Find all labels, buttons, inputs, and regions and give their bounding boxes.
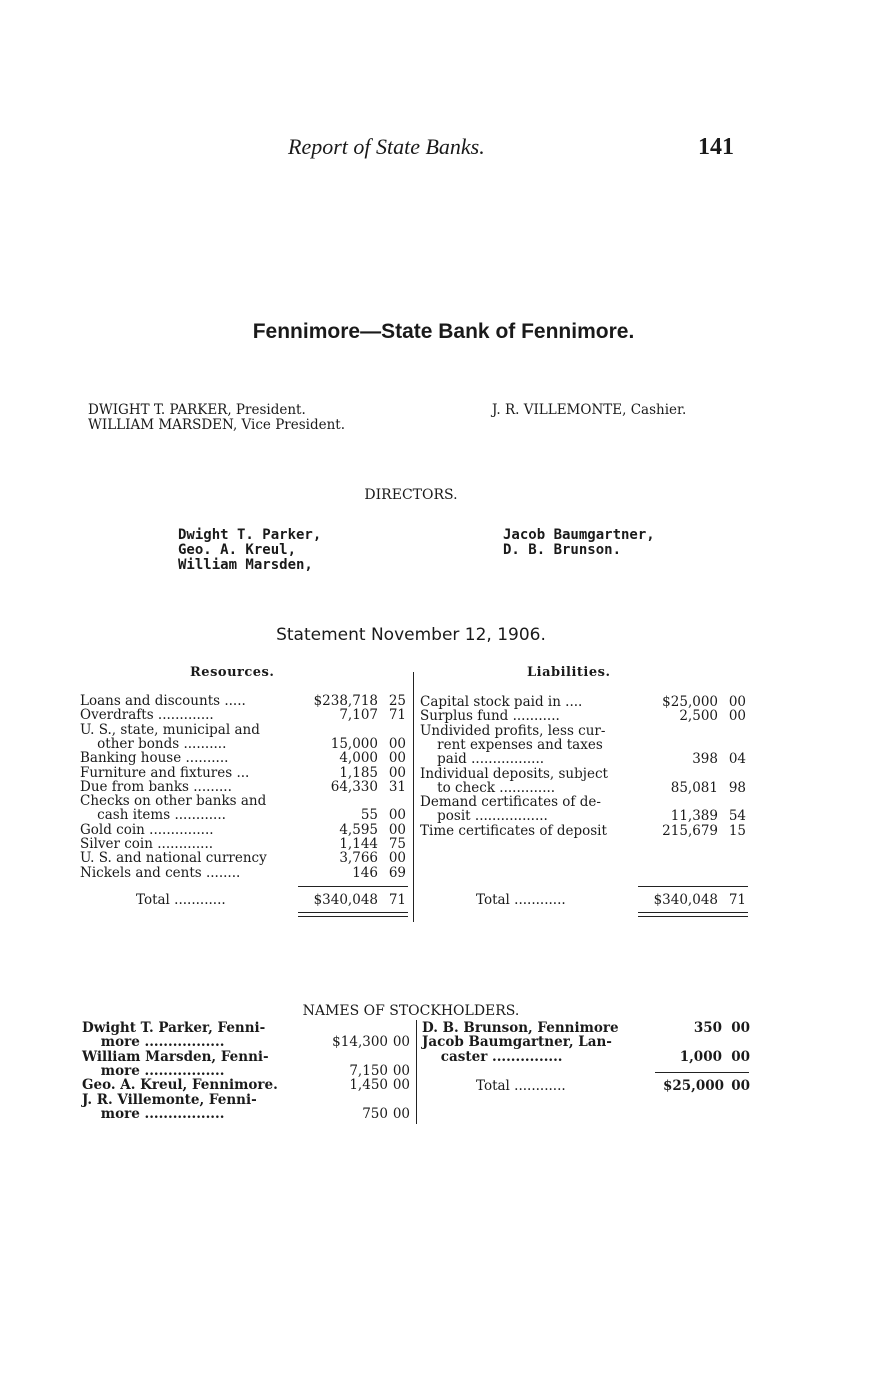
row-dollars: 146 <box>352 864 378 881</box>
director-name: Jacob Baumgartner, <box>503 527 655 543</box>
total-label: Total ............ <box>136 892 226 908</box>
total-label: Total ............ <box>476 892 566 908</box>
officer-vice-president: WILLIAM MARSDEN, Vice President. <box>88 417 346 433</box>
row-label: D. B. Brunson, Fennimore <box>422 1020 619 1036</box>
total-label: Total ............ <box>476 1078 566 1094</box>
row-cents: 00 <box>392 1105 410 1122</box>
total-cents: 71 <box>388 892 406 908</box>
resources-heading: Resources. <box>190 665 275 680</box>
row-label: posit ................. <box>420 808 548 825</box>
row-cents: 00 <box>388 764 406 781</box>
row-dollars: 64,330 <box>330 778 378 795</box>
resources-double-rule-2 <box>298 916 408 917</box>
resources-double-rule-1 <box>298 912 408 913</box>
row-cents: 00 <box>728 694 746 710</box>
total-dollars: $340,048 <box>653 892 718 908</box>
total-cents: 71 <box>728 892 746 908</box>
row-dollars: 750 <box>362 1105 388 1122</box>
row-dollars: 85,081 <box>670 779 718 796</box>
row-label: Banking house .......... <box>80 750 229 767</box>
row-cents: 00 <box>728 708 746 725</box>
row-cents: 00 <box>388 735 406 752</box>
running-head: Report of State Banks. <box>288 134 485 159</box>
row-label: U. S., state, municipal and <box>80 721 260 738</box>
row-label: U. S. and national currency <box>80 850 267 867</box>
row-dollars: 215,679 <box>662 822 718 839</box>
row-cents: 25 <box>388 693 406 709</box>
row-dollars: 7,150 <box>349 1062 388 1079</box>
row-dollars: 1,144 <box>339 836 378 852</box>
row-label: Due from banks ......... <box>80 778 232 795</box>
row-label: Capital stock paid in .... <box>420 694 583 710</box>
row-dollars: 3,766 <box>339 850 378 867</box>
row-label: rent expenses and taxes <box>420 736 603 753</box>
director-name: D. B. Brunson. <box>503 542 622 558</box>
liabilities-heading: Liabilities. <box>527 665 611 680</box>
row-dollars: 398 <box>692 751 718 768</box>
stockholders-heading: NAMES OF STOCKHOLDERS. <box>302 1003 520 1019</box>
row-label: Loans and discounts ..... <box>80 693 246 709</box>
directors-heading: DIRECTORS. <box>364 487 458 503</box>
row-cents: 54 <box>728 808 746 825</box>
row-dollars: 4,000 <box>339 750 378 767</box>
directors-right <box>503 528 655 558</box>
row-label: more ................. <box>82 1062 225 1079</box>
row-cents: 00 <box>392 1034 410 1051</box>
row-label: cash items ............ <box>80 807 226 824</box>
row-cents: 00 <box>392 1062 410 1079</box>
row-cents: 98 <box>728 779 746 796</box>
row-dollars: 15,000 <box>330 735 378 752</box>
liabilities-total-rule <box>638 886 748 887</box>
total-dollars: $340,048 <box>313 892 378 908</box>
row-cents: 15 <box>728 822 746 839</box>
row-label: Individual deposits, subject <box>420 765 608 782</box>
row-label: more ................. <box>82 1034 225 1051</box>
row-label: William Marsden, Fenni- <box>82 1048 269 1065</box>
directors-left <box>178 528 321 573</box>
officer-cashier: J. R. VILLEMONTE, Cashier. <box>492 402 687 418</box>
row-label: Undivided profits, less cur- <box>420 722 606 739</box>
row-cents: 00 <box>731 1020 750 1036</box>
bank-title: Fennimore—State Bank of Fennimore. <box>252 320 635 343</box>
row-label: Jacob Baumgartner, Lan- <box>422 1034 612 1051</box>
row-cents: 69 <box>388 864 406 881</box>
row-dollars: 7,107 <box>339 707 378 724</box>
officers-left <box>88 403 345 433</box>
total-dollars: $25,000 <box>662 1078 724 1094</box>
row-dollars: 4,595 <box>339 821 378 838</box>
statement-title: Statement November 12, 1906. <box>276 625 546 645</box>
page-number: 141 <box>698 134 734 160</box>
row-cents: 00 <box>392 1077 410 1094</box>
row-dollars: 11,389 <box>670 808 718 825</box>
officer-president: DWIGHT T. PARKER, President. <box>88 402 306 418</box>
stockholders-divider <box>416 1020 417 1124</box>
row-dollars: 350 <box>693 1020 722 1036</box>
statement-divider <box>413 672 414 922</box>
row-dollars: 55 <box>360 807 378 824</box>
row-cents: 00 <box>388 750 406 767</box>
officers-right <box>492 403 686 418</box>
row-label: Silver coin ............. <box>80 836 214 852</box>
liabilities-double-rule-1 <box>638 912 748 913</box>
row-label: Geo. A. Kreul, Fennimore. <box>82 1077 278 1094</box>
row-dollars: 1,450 <box>349 1077 388 1094</box>
row-cents: 00 <box>731 1048 750 1065</box>
row-cents: 71 <box>388 707 406 724</box>
row-label: to check ............. <box>420 779 556 796</box>
row-cents: 31 <box>388 778 406 795</box>
row-cents: 00 <box>388 850 406 867</box>
row-cents: 04 <box>728 751 746 768</box>
row-label: Time certificates of deposit <box>420 822 607 839</box>
row-dollars: $14,300 <box>332 1034 388 1051</box>
director-name: William Marsden, <box>178 557 313 573</box>
row-label: Dwight T. Parker, Fenni- <box>82 1020 266 1036</box>
row-label: Surplus fund ........... <box>420 708 560 725</box>
director-name: Geo. A. Kreul, <box>178 542 297 558</box>
row-label: paid ................. <box>420 751 545 768</box>
row-label: J. R. Villemonte, Fenni- <box>82 1091 257 1108</box>
total-cents: 00 <box>731 1078 750 1094</box>
stockholders-total-rule <box>655 1072 749 1073</box>
row-label: Demand certificates of de- <box>420 794 601 811</box>
row-cents: 00 <box>388 807 406 824</box>
row-label: Overdrafts ............. <box>80 707 214 724</box>
row-dollars: $238,718 <box>313 693 378 709</box>
row-label: Gold coin ............... <box>80 821 214 838</box>
director-name: Dwight T. Parker, <box>178 527 322 543</box>
row-cents: 00 <box>388 821 406 838</box>
row-dollars: $25,000 <box>662 694 718 710</box>
row-label: Checks on other banks and <box>80 793 267 810</box>
row-dollars: 1,185 <box>339 764 378 781</box>
row-dollars: 1,000 <box>679 1048 722 1065</box>
row-label: more ................. <box>82 1105 225 1122</box>
row-label: other bonds .......... <box>80 735 227 752</box>
row-cents: 75 <box>388 836 406 852</box>
liabilities-double-rule-2 <box>638 916 748 917</box>
row-label: caster ............... <box>422 1048 563 1065</box>
resources-total-rule <box>298 886 408 887</box>
row-label: Furniture and fixtures ... <box>80 764 250 781</box>
row-label: Nickels and cents ........ <box>80 864 241 881</box>
row-dollars: 2,500 <box>679 708 718 725</box>
